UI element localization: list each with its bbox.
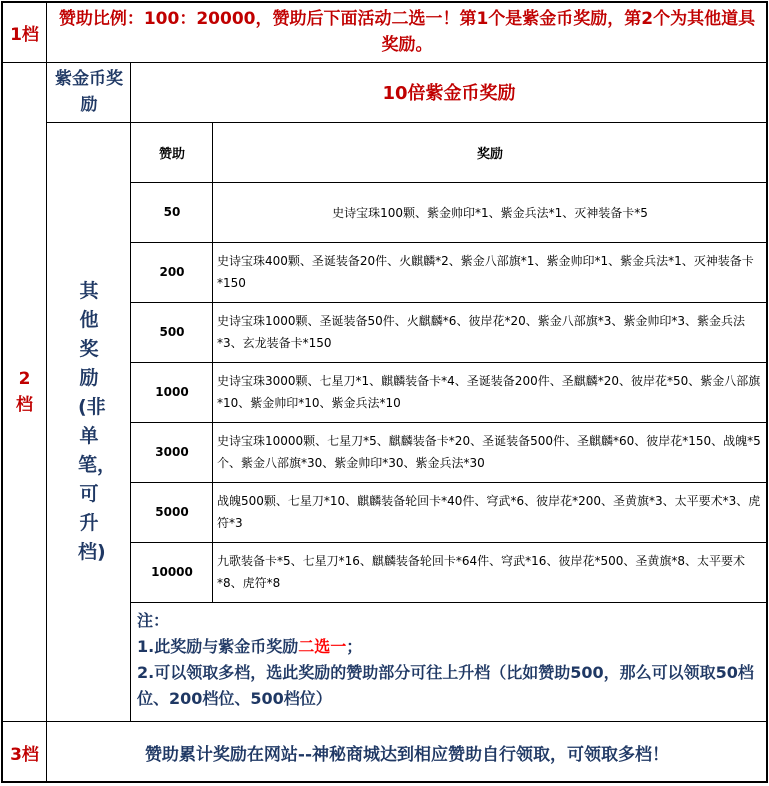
row-reward-3000: 史诗宝珠10000颗、七星刀*5、麒麟装备卡*20、圣诞装备500件、圣麒麟*60、彼岸花*150、战魄*5个、紫金八部旗*30、紫金帅印*30、紫金兵法*30	[217, 434, 761, 470]
notes-block	[131, 602, 767, 722]
row-amount-5000: 5000	[155, 505, 189, 519]
row-reward-1000: 史诗宝珠3000颗、七星刀*1、麒麟装备卡*4、圣诞装备200件、圣麒麟*20、彼岸花*50、紫金八部旗*10、紫金帅印*10、紫金兵法*10	[217, 374, 761, 410]
row-reward-500: 史诗宝珠1000颗、圣诞装备50件、火麒麟*6、彼岸花*20、紫金八部旗*3、紫金帅印*3、紫金兵法*3、玄龙装备卡*150	[217, 314, 745, 350]
tier2-label	[2, 62, 47, 722]
tier3-label: 3档	[10, 744, 39, 765]
line-row-7	[131, 542, 767, 543]
line-tier2-bottom	[2, 721, 767, 722]
border-top	[1, 1, 768, 3]
line-row-4	[131, 362, 767, 363]
tier3-description: 赞助累计奖励在网站--神秘商城达到相应赞助自行领取，可领取多档！	[144, 744, 670, 765]
row-reward-5000: 战魄500颗、七星刀*10、麒麟装备轮回卡*40件、穹武*6、彼岸花*200、圣黄旗*3、太平要术*3、虎符*3	[217, 494, 761, 530]
header-reward: 奖励	[476, 146, 503, 162]
row-reward-10000: 九歌装备卡*5、七星刀*16、麒麟装备轮回卡*64件、穹武*16、彼岸花*500、圣黄旗*8、太平要术*8、虎符*8	[217, 554, 745, 590]
other-reward-label	[47, 122, 131, 722]
row-amount-10000: 10000	[151, 565, 193, 579]
line-sublabel-col	[130, 62, 131, 722]
row-amount-200: 200	[159, 265, 185, 279]
line-tier1-bottom	[2, 62, 767, 63]
tier2-label-text: 2档	[16, 369, 33, 415]
border-left	[1, 1, 3, 783]
line-row-6	[131, 482, 767, 483]
note-1	[137, 634, 761, 660]
row-amount-500: 500	[159, 325, 185, 339]
line-row-2	[131, 242, 767, 243]
line-row-3	[131, 302, 767, 303]
line-row-8	[131, 602, 767, 603]
line-coin-bottom	[47, 122, 767, 123]
note-2: 2.可以领取多档，选此奖励的赞助部分可往上升档（比如赞助500，那么可以领取50档位、200档位、500档位）	[137, 663, 754, 708]
coin-reward-label: 紫金币奖励	[55, 69, 123, 115]
coin-reward-value: 10倍紫金币奖励	[382, 83, 516, 104]
row-amount-50: 50	[163, 205, 181, 219]
other-reward-label-text: 其他奖励(非单笔，可升档)	[78, 280, 117, 563]
line-label-col	[46, 2, 47, 783]
header-amount: 赞助	[158, 146, 185, 162]
row-amount-3000: 3000	[155, 445, 189, 459]
row-reward-50: 史诗宝珠100颗、紫金帅印*1、紫金兵法*1、灭神装备卡*5	[332, 205, 648, 220]
line-row-1	[131, 182, 767, 183]
line-row-5	[131, 422, 767, 423]
border-right	[766, 1, 768, 783]
tier1-label: 1档	[10, 24, 39, 45]
note-1-highlight: 二选一	[298, 637, 347, 656]
note-1-suffix: ；	[346, 637, 363, 656]
note-1-prefix: 1.此奖励与紫金币奖励	[137, 637, 299, 656]
border-bottom	[1, 781, 768, 783]
notes-title: 注：	[137, 611, 170, 630]
row-amount-1000: 1000	[155, 385, 189, 399]
tier1-description: 赞助比例：100：20000，赞助后下面活动二选一！第1个是紫金币奖励，第2个为其他道具奖励。	[58, 9, 756, 55]
row-reward-200: 史诗宝珠400颗、圣诞装备20件、火麒麟*2、紫金八部旗*1、紫金帅印*1、紫金兵法*1、灭神装备卡*150	[217, 254, 754, 290]
